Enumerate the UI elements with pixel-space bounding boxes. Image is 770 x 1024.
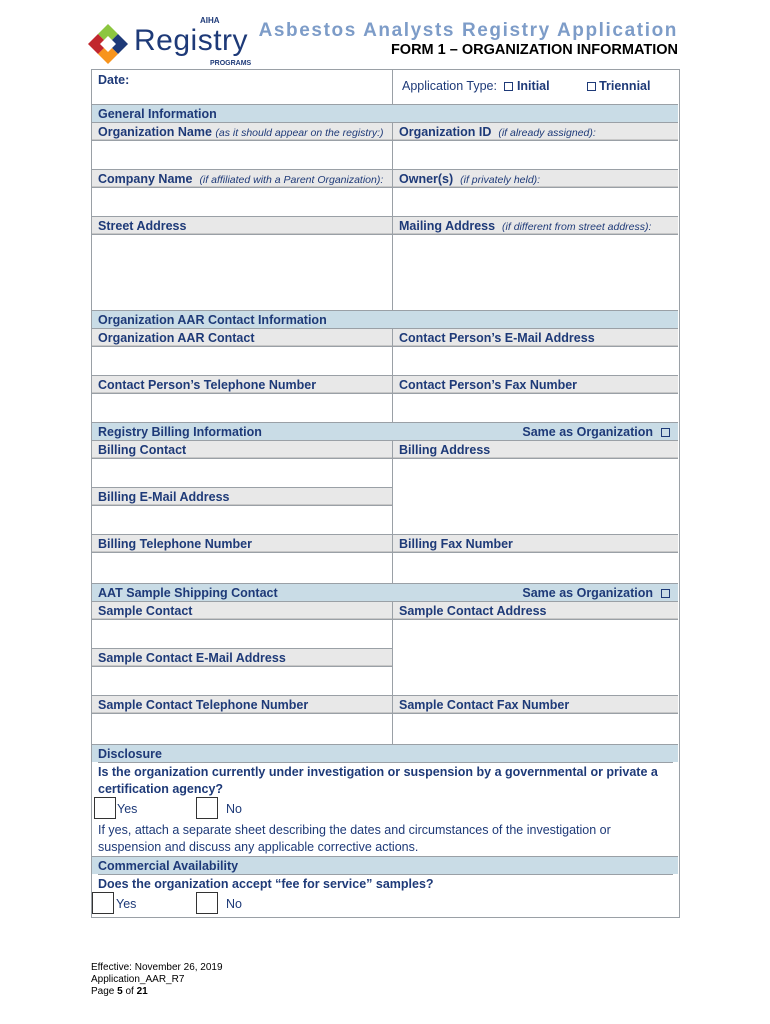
street-address-input[interactable] [92,234,392,310]
logo-diamond-icon [86,22,130,66]
org-name-label: Organization Name (as it should appear on the registry:) [92,122,392,140]
commercial-question: Does the organization accept “fee for service” samples? [98,874,673,893]
disclosure-question: Is the organization currently under investigation or suspension by a governmental or private a certification agency? [98,762,673,798]
street-address-label: Street Address [92,216,392,234]
effective-date: Effective: November 26, 2019 [91,962,223,973]
disclosure-no-checkbox[interactable] [196,797,218,819]
page-number: Page 5 of 21 [91,986,148,997]
company-name-input[interactable] [92,187,392,216]
sample-same-label: Same as Organization [522,586,653,600]
date-field[interactable] [92,70,392,104]
aar-phone-label: Contact Person’s Telephone Number [92,375,392,393]
application-type [402,78,650,95]
section-disclosure: Disclosure [92,744,678,762]
aiha-registry-logo [84,14,259,72]
aar-contact-input[interactable] [92,346,392,375]
initial-label: Initial [516,79,550,93]
aar-phone-input[interactable] [92,393,392,422]
aar-fax-input[interactable] [393,393,678,422]
page-footer [91,962,223,998]
sample-fax-label: Sample Contact Fax Number [393,695,678,713]
sample-email-input[interactable] [92,666,392,695]
commercial-yes-label: Yes [116,897,137,911]
section-billing: Registry Billing Information Same as Organization [92,422,678,440]
billing-fax-label: Billing Fax Number [393,534,678,552]
commercial-yes-checkbox[interactable] [92,892,114,914]
section-sample-shipping: AAT Sample Shipping Contact Same as Organization [92,583,678,601]
disclosure-yes-label: Yes [117,802,138,816]
billing-phone-input[interactable] [92,552,392,583]
application-code: Application_AAR_R7 [91,974,185,985]
billing-email-input[interactable] [92,505,392,534]
section-aar-contact: Organization AAR Contact Information [92,310,678,328]
billing-address-input[interactable] [393,458,678,534]
date-label: Date: [98,73,130,87]
billing-phone-label: Billing Telephone Number [92,534,392,552]
owners-label: Owner(s) (if privately held): [393,169,678,187]
logo-aiha-text: AIHA [200,16,220,25]
commercial-no-checkbox[interactable] [196,892,218,914]
sample-address-input[interactable] [393,619,678,695]
logo-registry-text: Registry [134,24,249,57]
aar-email-label: Contact Person’s E-Mail Address [393,328,678,346]
aar-fax-label: Contact Person’s Fax Number [393,375,678,393]
application-type-label: Application Type: [402,79,497,93]
section-commercial-availability: Commercial Availability [92,856,678,874]
billing-fax-input[interactable] [393,552,678,583]
commercial-no-label: No [226,897,242,911]
form-title: FORM 1 – ORGANIZATION INFORMATION [390,42,678,58]
org-name-input[interactable] [92,140,392,169]
sample-contact-input[interactable] [92,619,392,648]
application-title: Asbestos Analysts Registry Application [258,20,678,41]
org-id-input[interactable] [393,140,678,169]
aar-email-input[interactable] [393,346,678,375]
sample-phone-input[interactable] [92,713,392,744]
mailing-address-label: Mailing Address (if different from street address): [393,216,678,234]
billing-same-checkbox[interactable] [661,428,670,437]
initial-checkbox[interactable] [504,82,513,91]
section-general-information: General Information [92,104,678,122]
mailing-address-input[interactable] [393,234,678,310]
logo-programs-text: PROGRAMS [210,60,252,67]
billing-same-label: Same as Organization [522,425,653,439]
disclosure-note: If yes, attach a separate sheet describing the dates and circumstances of the investigation or suspension and discuss any applicable corrective actions. [98,823,611,854]
sample-phone-label: Sample Contact Telephone Number [92,695,392,713]
aar-contact-label: Organization AAR Contact [92,328,392,346]
owners-input[interactable] [393,187,678,216]
billing-address-label: Billing Address [393,440,678,458]
sample-contact-label: Sample Contact [92,601,392,619]
triennial-checkbox[interactable] [587,82,596,91]
billing-contact-input[interactable] [92,458,392,487]
sample-email-label: Sample Contact E-Mail Address [92,648,392,666]
org-id-label: Organization ID (if already assigned): [393,122,678,140]
disclosure-no-label: No [226,802,242,816]
triennial-label: Triennial [599,79,651,93]
sample-address-label: Sample Contact Address [393,601,678,619]
billing-contact-label: Billing Contact [92,440,392,458]
sample-same-checkbox[interactable] [661,589,670,598]
organization-form [91,69,680,918]
company-name-label: Company Name (if affiliated with a Parent Organization): [92,169,392,187]
sample-fax-input[interactable] [393,713,678,744]
billing-email-label: Billing E-Mail Address [92,487,392,505]
disclosure-yes-checkbox[interactable] [94,797,116,819]
